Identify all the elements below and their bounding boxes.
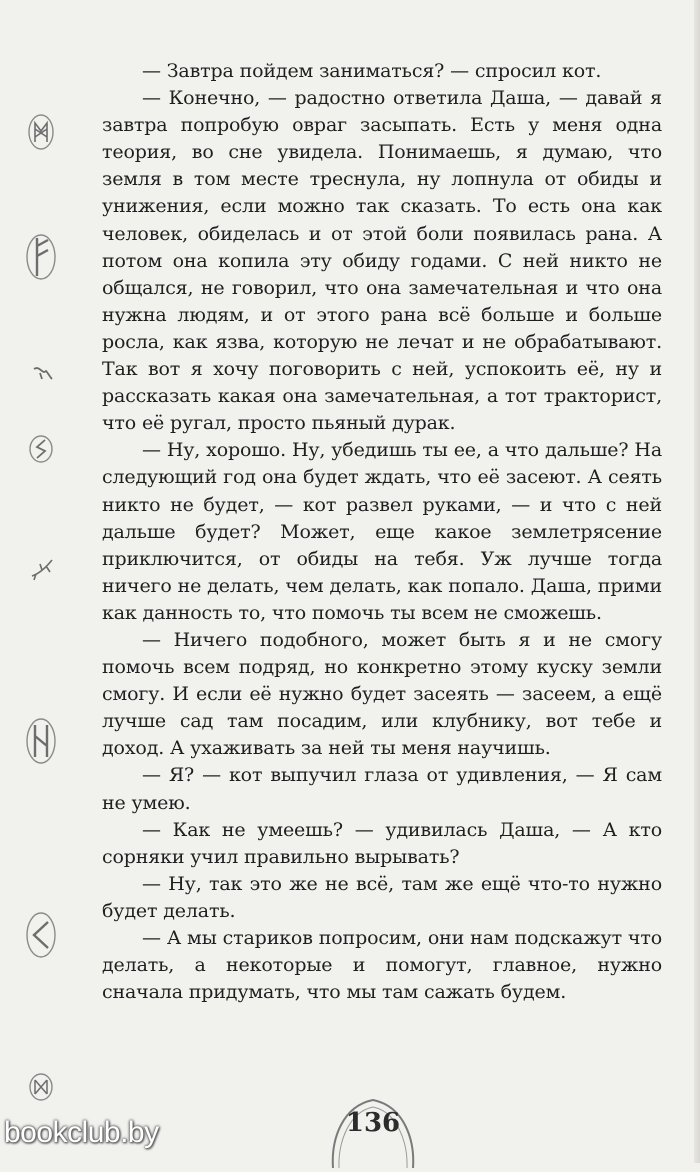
paragraph: — Как не умеешь? — удивилась Даша, — А кто сорняки учил правильно вырывать? [102,818,662,868]
mannaz-icon [20,103,62,161]
dagaz-icon [20,1058,62,1116]
page-text [102,58,662,1006]
sowilo-icon [20,420,62,478]
paragraph: — А мы стариков попросим, они нам подскажут что делать, а некоторые и помогут, главное, нужно сначала придумать, что мы там сажать будем. [102,927,662,1004]
watermark: bookclub.by [4,1116,159,1149]
paragraph: — Ну, так это же не всё, там же ещё что-то нужно будет делать. [102,872,662,922]
fehu-icon [20,228,62,286]
paragraph: — Я? — кот выпучил глаза от удивления, — Я сам не умею. [102,764,662,814]
paragraph: — Ничего подобного, может быть я и не смогу помочь всем подряд, но конкретно этому куску земли смогу. И если её нужно будет засеять — засеем, а ещё лучше сад там посадим, или клубнику, вот тебе и доход. А ухаживать за ней ты меня научишь. [102,628,662,760]
paragraph: — Конечно, — радостно ответила Даша, — давай я завтра попробую овраг засыпать. Есть у меня одна теория, во сне увидела. Понимаешь, я думаю, что земля в том месте треснула, ну лопнула от обиды и унижения, если можно так сказать. То есть она как человек, обиделась и от этой боли появилась рана. А потом она копила эту обиду годами. С ней никто не общался, не говорил, что она замечательная и что она нужна людям, и от этого рана всё больше и больше росла, как язва, которую не лечат и не обрабатывают. Так вот я хочу поговорить с ней, успокоить её, ну и рассказать какая она замечательная, а тот тракторист, что её ругал, просто пьяный дурак. [102,87,662,435]
squiggle-icon [20,345,62,403]
paragraph: — Ну, хорошо. Ну, убедишь ты ее, а что дальше? На следующий год она будет ждать, что её засеют. А сеять никто не будет, — кот развел руками, — и что с ней дальше будет? Может, еще какое землетрясение приключится, от обиды на тебя. Уж лучше тогда ничего не делать, чем делать, как попало. Даша, прими как данность то, что помочь ты всем не сможешь. [102,439,662,624]
page-edge [694,0,700,1163]
page-number: 136 [345,1108,401,1138]
branch-icon [20,540,62,598]
kenaz-icon [20,906,62,964]
hagalaz-icon [20,712,62,770]
paragraph: — Завтра пойдем заниматься? — спросил кот. [142,60,602,82]
